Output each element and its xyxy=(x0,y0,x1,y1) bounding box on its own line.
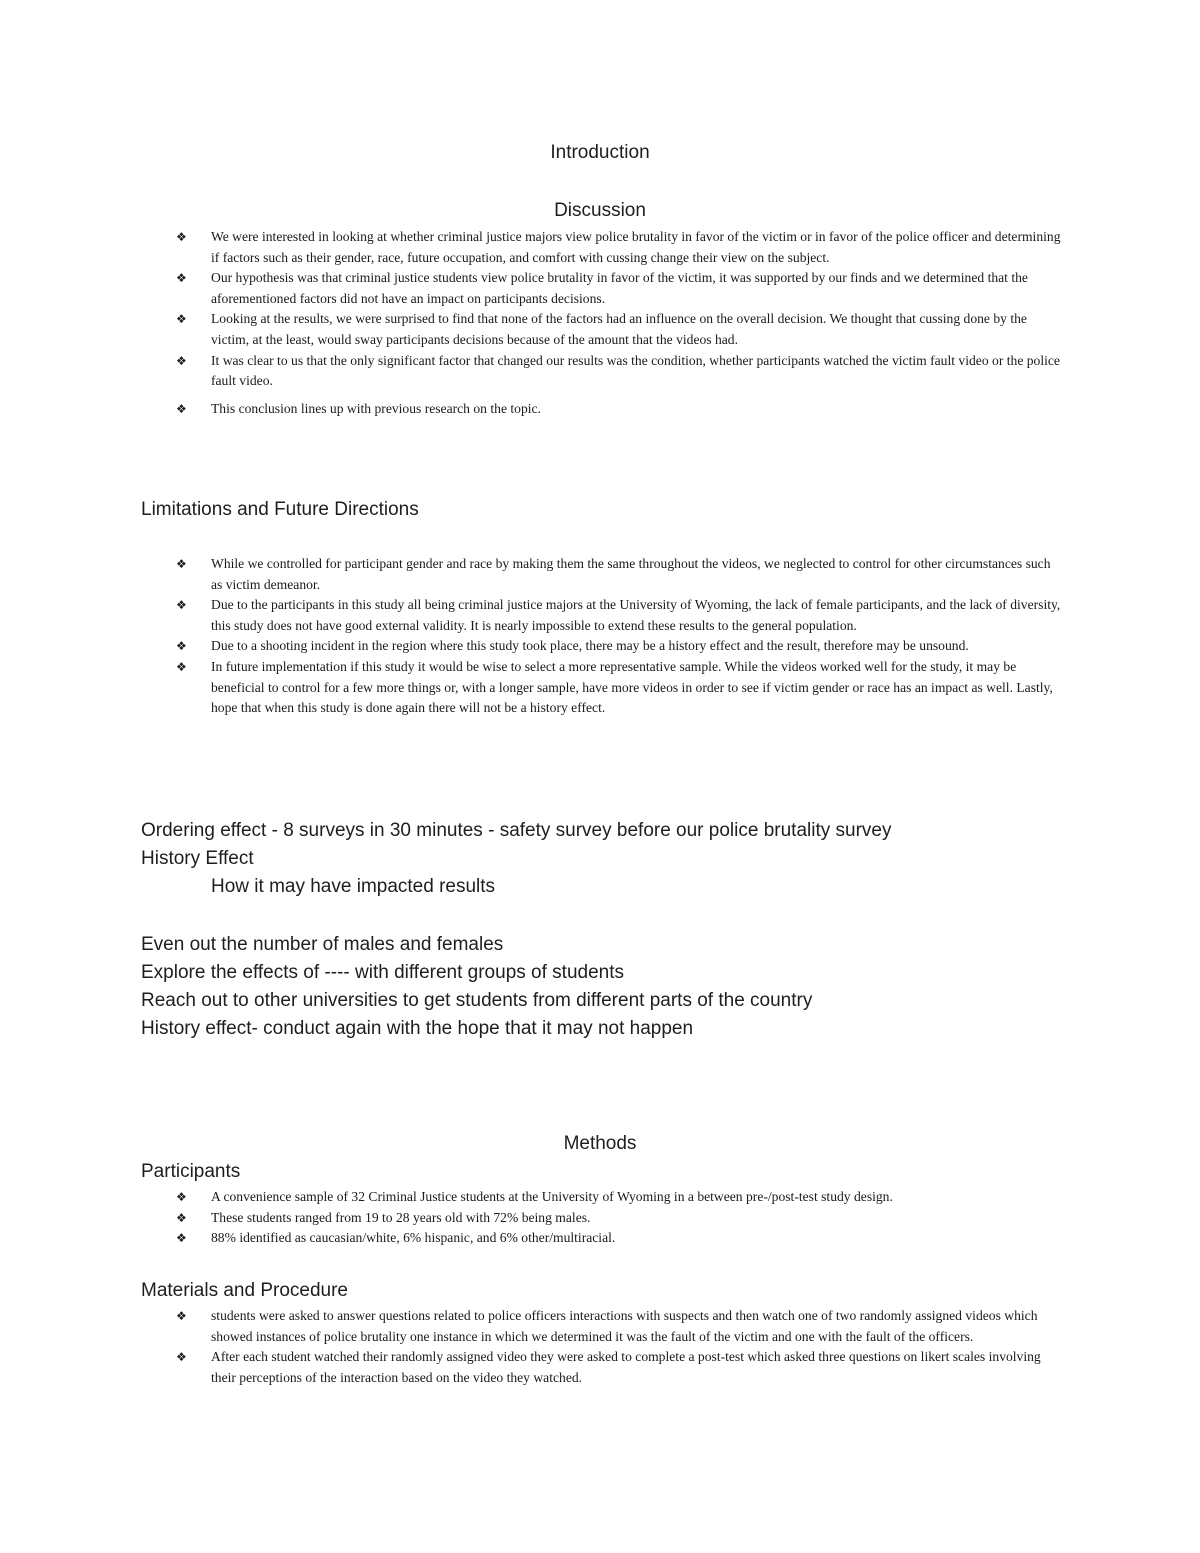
list-item: ❖ After each student watched their randomly assigned video they were asked to complete a post-test which asked three questions on likert scales involving their perceptions of the interaction based on the video they watched. xyxy=(176,1349,1041,1385)
list-item: ❖ This conclusion lines up with previous research on the topic. xyxy=(0,399,1061,420)
list-item: ❖ Due to the participants in this study all being criminal justice majors at the University of Wyoming, the lack of female participants, and the lack of diversity, this study does not have good external validity. It is nearly impossible to extend these results to the general population. xyxy=(176,597,1061,633)
list-item: ❖ A convenience sample of 32 Criminal Justice students at the University of Wyoming in a between pre-/post-test study design. xyxy=(0,1187,1061,1208)
list-item: ❖ students were asked to answer questions related to police officers interactions with suspects and then watch one of two randomly assigned videos which showed instances of police brutality one instance in which we determined it was the fault of the victim and one with the fault of the officers. xyxy=(176,1308,1038,1344)
list-item: ❖ In future implementation if this study it would be wise to select a more representative sample. While the videos worked well for the study, it may be beneficial to control for a few more things or, with a longer sample, have more videos in order to see if victim gender or race has an impact as well. Lastly, hope that when this study is done again there will not be a history effect. xyxy=(176,658,1053,716)
discussion-list xyxy=(0,227,1200,419)
note-explore-effects: Explore the effects of ---- with different groups of students xyxy=(141,962,624,983)
note-even-out: Even out the number of males and females xyxy=(141,934,504,955)
bullet-icon: ❖ xyxy=(176,1309,187,1323)
introduction-heading: Introduction xyxy=(550,142,650,163)
materials-heading: Materials and Procedure xyxy=(141,1280,348,1301)
bullet-icon: ❖ xyxy=(176,1231,187,1246)
bullet-icon: ❖ xyxy=(176,598,187,613)
bullet-icon: ❖ xyxy=(176,1210,187,1225)
methods-heading: Methods xyxy=(563,1133,637,1154)
list-item: ❖ While we controlled for participant gender and race by making them the same throughout the videos, we neglected to control for other circumstances such as victim demeanor. xyxy=(176,556,1051,592)
list-item: ❖ 88% identified as caucasian/white, 6% hispanic, and 6% other/multiracial. xyxy=(0,1228,1061,1249)
bullet-icon: ❖ xyxy=(176,353,187,368)
bullet-icon: ❖ xyxy=(176,401,187,416)
bullet-icon: ❖ xyxy=(176,1350,187,1365)
limitations-list xyxy=(0,554,1200,719)
note-reach-out: Reach out to other universities to get students from different parts of the country xyxy=(141,990,813,1011)
bullet-icon: ❖ xyxy=(176,230,187,244)
bullet-icon: ❖ xyxy=(176,659,187,674)
bullet-icon: ❖ xyxy=(176,557,187,571)
note-impacted-results: How it may have impacted results xyxy=(211,876,496,897)
materials-list xyxy=(0,1306,1200,1388)
list-item: ❖ Our hypothesis was that criminal justice students view police brutality in favor of the victim, it was supported by our finds and we determined that the aforementioned factors did not have an impact on participants decisions. xyxy=(176,270,1028,306)
list-item: ❖ Looking at the results, we were surprised to find that none of the factors had an influence on the overall decision. We thought that cussing done by the victim, at the least, would sway participants decisions because of the amount that the videos had. xyxy=(176,311,1027,347)
bullet-icon: ❖ xyxy=(176,1190,187,1204)
participants-list xyxy=(0,1187,1200,1249)
bullet-icon: ❖ xyxy=(176,271,187,286)
note-history-effect: History Effect xyxy=(141,848,254,869)
note-ordering-effect: Ordering effect - 8 surveys in 30 minutes - safety survey before our police brutality survey xyxy=(141,820,892,841)
limitations-heading: Limitations and Future Directions xyxy=(141,499,419,520)
bullet-icon: ❖ xyxy=(176,639,187,654)
bullet-icon: ❖ xyxy=(176,312,187,327)
list-item: ❖ It was clear to us that the only significant factor that changed our results was the condition, whether participants watched the victim fault video or the police fault video. xyxy=(176,352,1060,389)
list-item: ❖ We were interested in looking at whether criminal justice majors view police brutality in favor of the victim or in favor of the police officer and determining if factors such as their gender, race, future occupation, and comfort with cussing change their view on the subject. xyxy=(176,229,1061,265)
discussion-heading: Discussion xyxy=(554,200,646,221)
list-item: ❖ Due to a shooting incident in the region where this study took place, there may be a history effect and the result, therefore may be unsound. xyxy=(0,636,1061,657)
participants-heading: Participants xyxy=(141,1161,241,1182)
note-history-conduct-again: History effect- conduct again with the hope that it may not happen xyxy=(141,1018,694,1039)
list-item: ❖ These students ranged from 19 to 28 years old with 72% being males. xyxy=(0,1208,1061,1229)
